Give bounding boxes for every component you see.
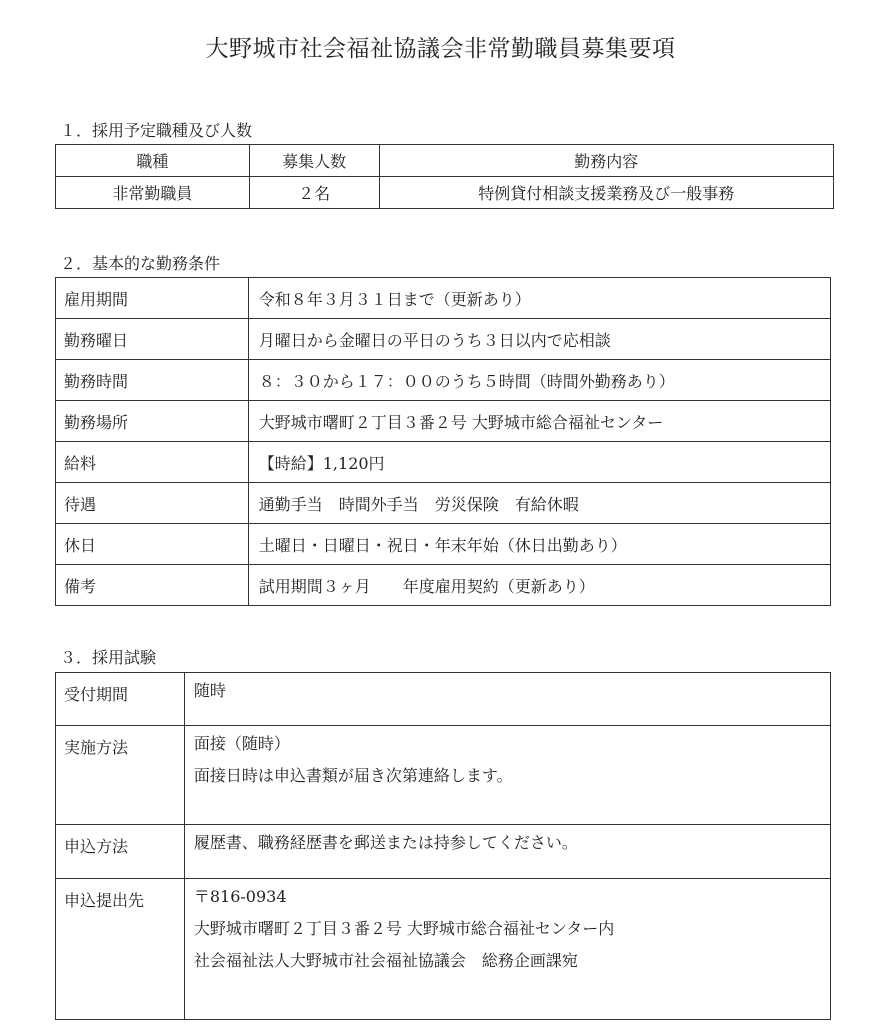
selection-value	[184, 879, 830, 1020]
selection-value	[184, 726, 830, 825]
condition-value: ８：３０から１７：００のうち５時間（時間外勤務あり）	[248, 360, 830, 401]
value-line: 面接日時は申込書類が届き次第連絡します。	[193, 766, 513, 785]
header-job-type: 職種	[56, 145, 250, 177]
header-headcount: 募集人数	[249, 145, 379, 177]
condition-value: 大野城市曙町２丁目３番２号 大野城市総合福祉センター	[248, 401, 830, 442]
table-row	[56, 360, 831, 401]
table-row	[56, 726, 831, 825]
table-row	[56, 442, 831, 483]
condition-label: 勤務場所	[56, 401, 249, 442]
condition-value: 月曜日から金曜日の平日のうち３日以内で応相談	[248, 319, 830, 360]
table-row	[56, 177, 834, 209]
selection-table	[55, 672, 831, 1020]
cell-headcount: ２名	[249, 177, 379, 209]
postal-code: 〒816-0934	[193, 887, 287, 906]
address-line: 大野城市曙町２丁目３番２号 大野城市総合福祉センター内	[193, 919, 615, 938]
cell-duties: 特例貸付相談支援業務及び一般事務	[379, 177, 833, 209]
condition-value: 試用期間３ヶ月 年度雇用契約（更新あり）	[248, 565, 830, 606]
selection-label: 受付期間	[56, 673, 185, 726]
page-title: 大野城市社会福祉協議会非常勤職員募集要項	[205, 36, 676, 62]
table-header-row	[56, 145, 834, 177]
condition-label: 備考	[56, 565, 249, 606]
value-line: 履歴書、職務経歴書を郵送または持参してください。	[193, 833, 578, 852]
selection-label: 申込提出先	[56, 879, 185, 1020]
header-duties: 勤務内容	[379, 145, 833, 177]
condition-label: 勤務時間	[56, 360, 249, 401]
selection-value	[184, 825, 830, 879]
conditions-table	[55, 277, 831, 606]
value-line: 面接（随時）	[193, 734, 290, 753]
selection-label: 実施方法	[56, 726, 185, 825]
table-row	[56, 565, 831, 606]
condition-value: 令和８年３月３１日まで（更新あり）	[248, 278, 830, 319]
table-row	[56, 673, 831, 726]
selection-value	[184, 673, 830, 726]
cell-job-type: 非常勤職員	[56, 177, 250, 209]
table-row	[56, 401, 831, 442]
selection-label: 申込方法	[56, 825, 185, 879]
section-2-heading: ２．基本的な勤務条件	[60, 254, 221, 273]
condition-value: 土曜日・日曜日・祝日・年末年始（休日出勤あり）	[248, 524, 830, 565]
section-3-heading: ３．採用試験	[60, 648, 157, 667]
table-row	[56, 524, 831, 565]
table-row	[56, 825, 831, 879]
table-row	[56, 278, 831, 319]
recruitment-table	[55, 144, 834, 209]
condition-value: 【時給】1,120円	[248, 442, 830, 483]
condition-value: 通勤手当 時間外手当 労災保険 有給休暇	[248, 483, 830, 524]
condition-label: 雇用期間	[56, 278, 249, 319]
condition-label: 待遇	[56, 483, 249, 524]
value-line: 随時	[193, 681, 226, 700]
table-row	[56, 879, 831, 1020]
table-row	[56, 319, 831, 360]
condition-label: 勤務曜日	[56, 319, 249, 360]
section-1-heading: １．採用予定職種及び人数	[60, 121, 253, 140]
recipient-line: 社会福祉法人大野城市社会福祉協議会 総務企画課宛	[193, 951, 578, 970]
condition-label: 給料	[56, 442, 249, 483]
condition-label: 休日	[56, 524, 249, 565]
table-row	[56, 483, 831, 524]
